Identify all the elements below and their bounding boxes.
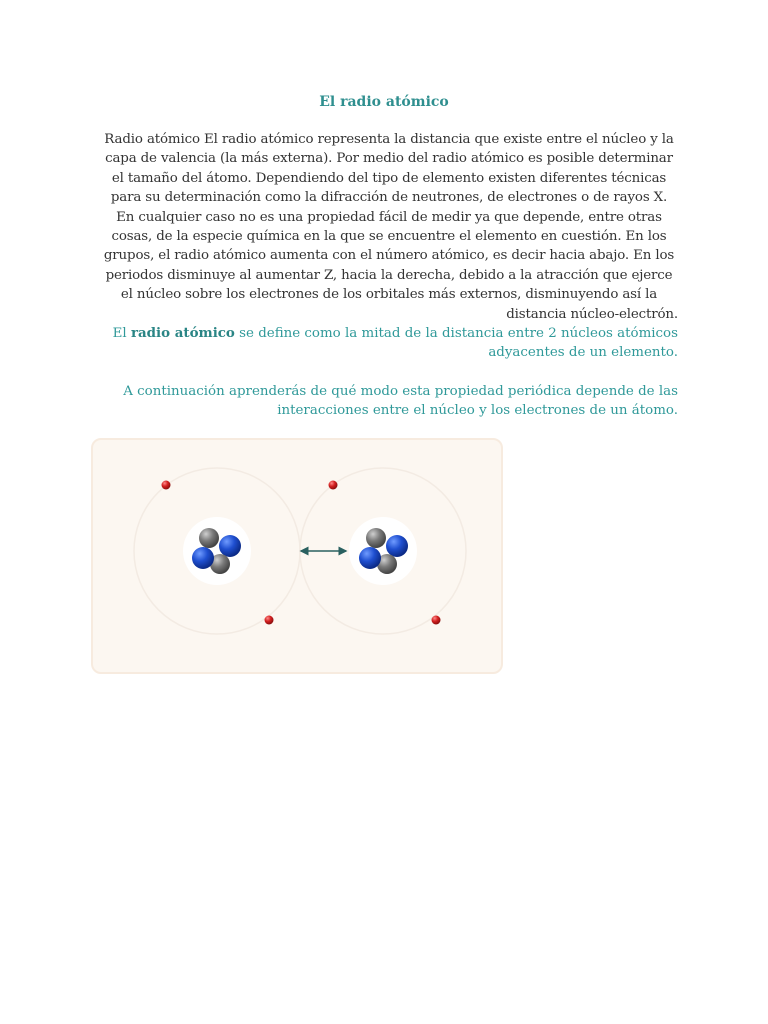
title-bold: radio atómico	[340, 94, 449, 110]
definition-term: radio atómico	[130, 325, 235, 341]
body-paragraph: Radio atómico El radio atómico representa la distancia que existe entre el núcleo y la capa de valencia (la más externa). Por medio del radio atómico es posible determinar el tamaño del átomo. Dependiendo del tipo de elemento existen diferentes técnicas para su determinación como la difracción de neutrones, de electrones o de rayos X. En cualquier caso no es una propiedad fácil de medir ya que depende, entre otras cosas, de la especie química en la que se encuentre el elemento en cuestión. En los grupos, el radio atómico aumenta con el número atómico, es decir hacia abajo. En los periodos disminuye al aumentar Z, hacia la derecha, debido a la atracción que ejerce el núcleo sobre los electrones de los orbitales más externos, disminuyendo así la distancia núcleo-electrón.	[103, 132, 678, 322]
right-nucleus	[349, 517, 417, 585]
electron	[265, 616, 274, 625]
continuation-paragraph: A continuación aprenderás de qué modo esta propiedad periódica depende de las interacciones entre el núcleo y los electrones de un átomo.	[123, 384, 678, 419]
atomic-radius-figure	[91, 438, 503, 674]
definition-rest: se define como la mitad de la distancia entre 2 núcleos atómicos adyacentes de un elemento.	[239, 326, 678, 361]
electron	[162, 481, 171, 490]
page-title	[0, 94, 768, 110]
atoms-illustration	[93, 440, 501, 672]
left-nucleus	[183, 517, 251, 585]
definition-paragraph	[100, 324, 678, 363]
definition-prefix: El	[112, 326, 127, 341]
electron	[432, 616, 441, 625]
title-prefix: El	[319, 94, 336, 110]
electron	[329, 481, 338, 490]
